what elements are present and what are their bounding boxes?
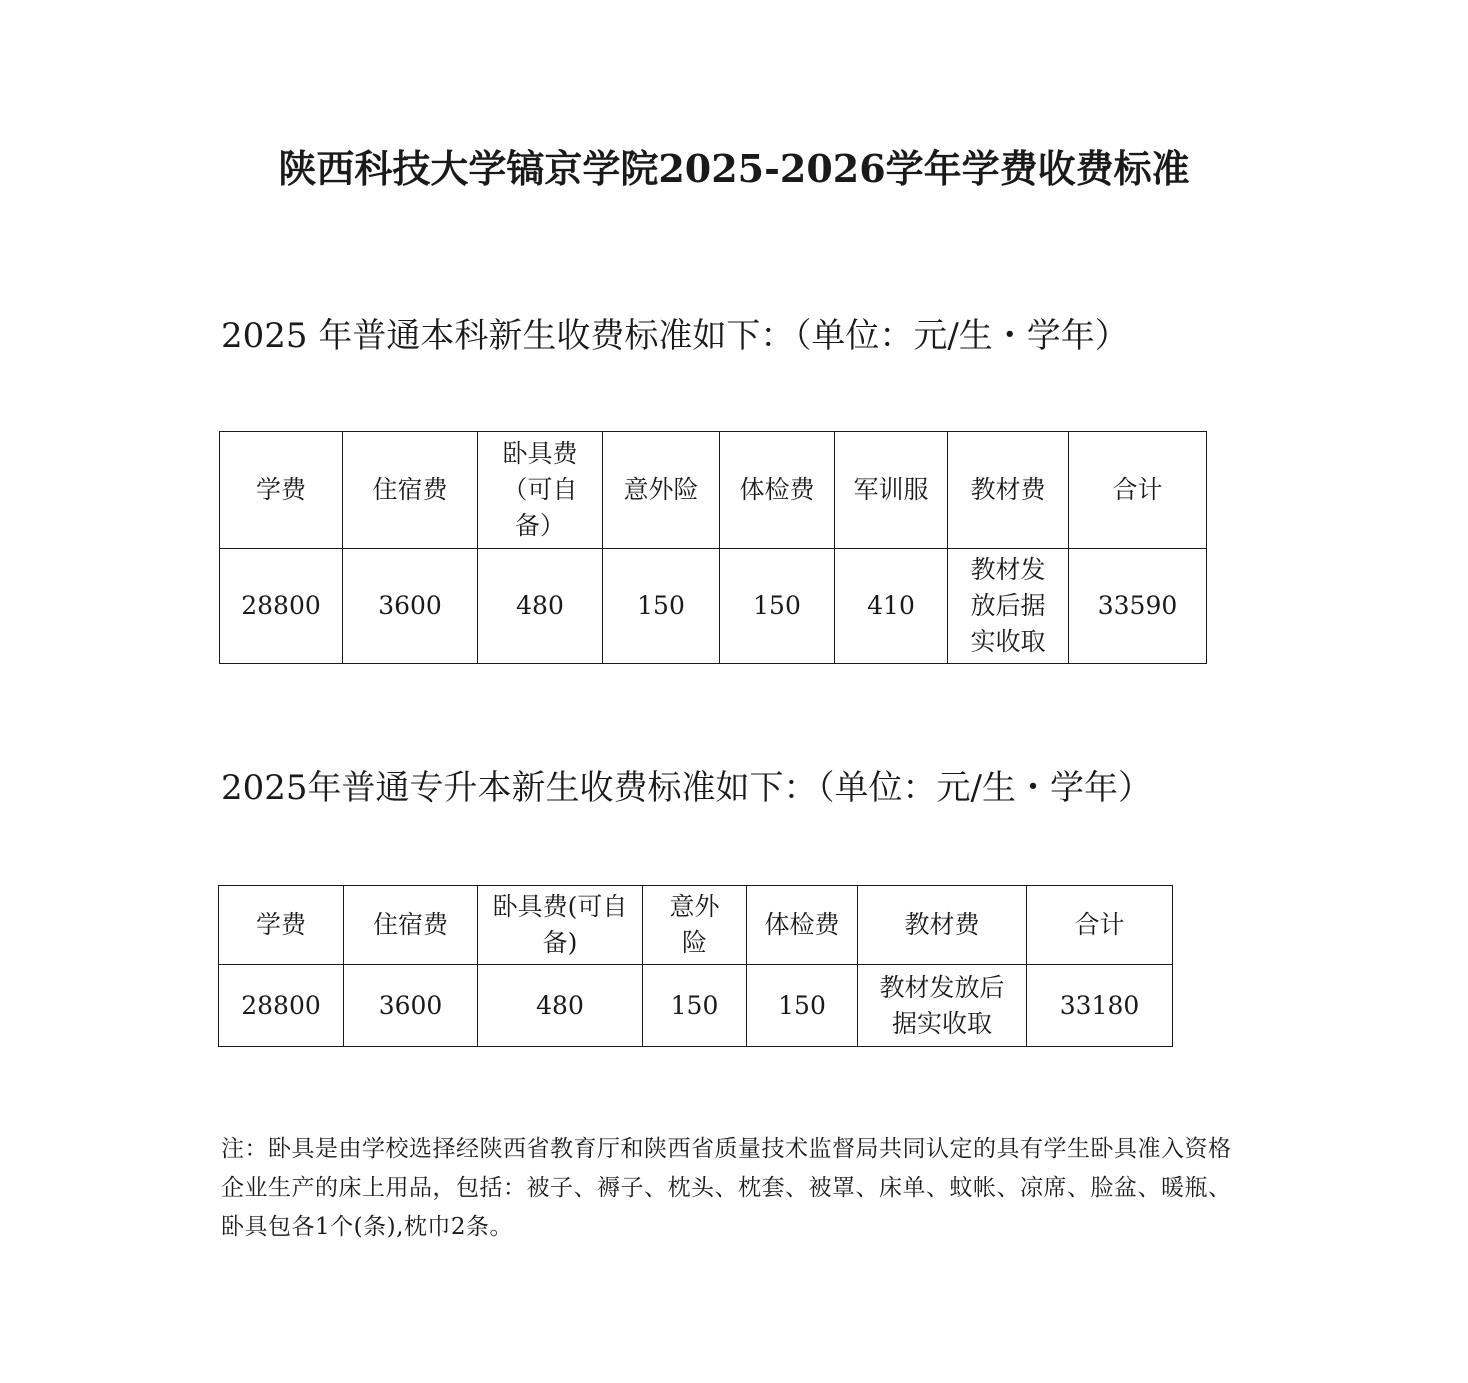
header-cell: 住宿费 <box>343 432 478 549</box>
value-cell: 33180 <box>1027 965 1173 1047</box>
undergrad-heading: 2025 年普通本科新生收费标准如下：（单位：元/生・学年） <box>221 316 1129 356</box>
header-cell: 卧具费（可自备） <box>478 432 603 549</box>
value-cell: 150 <box>720 549 835 664</box>
upgrade-heading: 2025年普通专升本新生收费标准如下：（单位：元/生・学年） <box>221 768 1152 808</box>
header-cell: 住宿费 <box>344 886 478 965</box>
value-cell: 3600 <box>344 965 478 1047</box>
value-cell: 28800 <box>220 549 343 664</box>
value-cell: 150 <box>643 965 747 1047</box>
value-cell: 150 <box>747 965 858 1047</box>
value-cell: 28800 <box>219 965 344 1047</box>
header-cell: 合计 <box>1069 432 1207 549</box>
value-cell: 33590 <box>1069 549 1207 664</box>
table-row <box>219 965 1173 1047</box>
document-title: 陕西科技大学镐京学院2025-2026学年学费收费标准 <box>278 146 1190 191</box>
table-header-row <box>220 432 1207 549</box>
header-cell: 军训服 <box>835 432 948 549</box>
header-cell: 教材费 <box>858 886 1027 965</box>
undergrad-fee-table <box>219 431 1207 664</box>
value-cell: 150 <box>603 549 720 664</box>
value-cell: 教材发放后据实收取 <box>948 549 1069 664</box>
value-cell: 410 <box>835 549 948 664</box>
header-cell: 体检费 <box>720 432 835 549</box>
upgrade-fee-table <box>218 885 1173 1047</box>
table-row <box>220 549 1207 664</box>
value-cell: 教材发放后据实收取 <box>858 965 1027 1047</box>
header-cell: 体检费 <box>747 886 858 965</box>
header-cell: 教材费 <box>948 432 1069 549</box>
header-cell: 学费 <box>220 432 343 549</box>
bedding-note: 注：卧具是由学校选择经陕西省教育厅和陕西省质量技术监督局共同认定的具有学生卧具准入资格企业生产的床上用品，包括：被子、褥子、枕头、枕套、被罩、床单、蚊帐、凉席、脸盆、暖瓶、卧具包各1个(条),枕巾2条。 <box>221 1136 1232 1240</box>
header-cell: 卧具费(可自备) <box>478 886 643 965</box>
value-cell: 480 <box>478 549 603 664</box>
table-header-row <box>219 886 1173 965</box>
value-cell: 3600 <box>343 549 478 664</box>
header-cell: 意外险 <box>643 886 747 965</box>
header-cell: 学费 <box>219 886 344 965</box>
header-cell: 意外险 <box>603 432 720 549</box>
header-cell: 合计 <box>1027 886 1173 965</box>
value-cell: 480 <box>478 965 643 1047</box>
